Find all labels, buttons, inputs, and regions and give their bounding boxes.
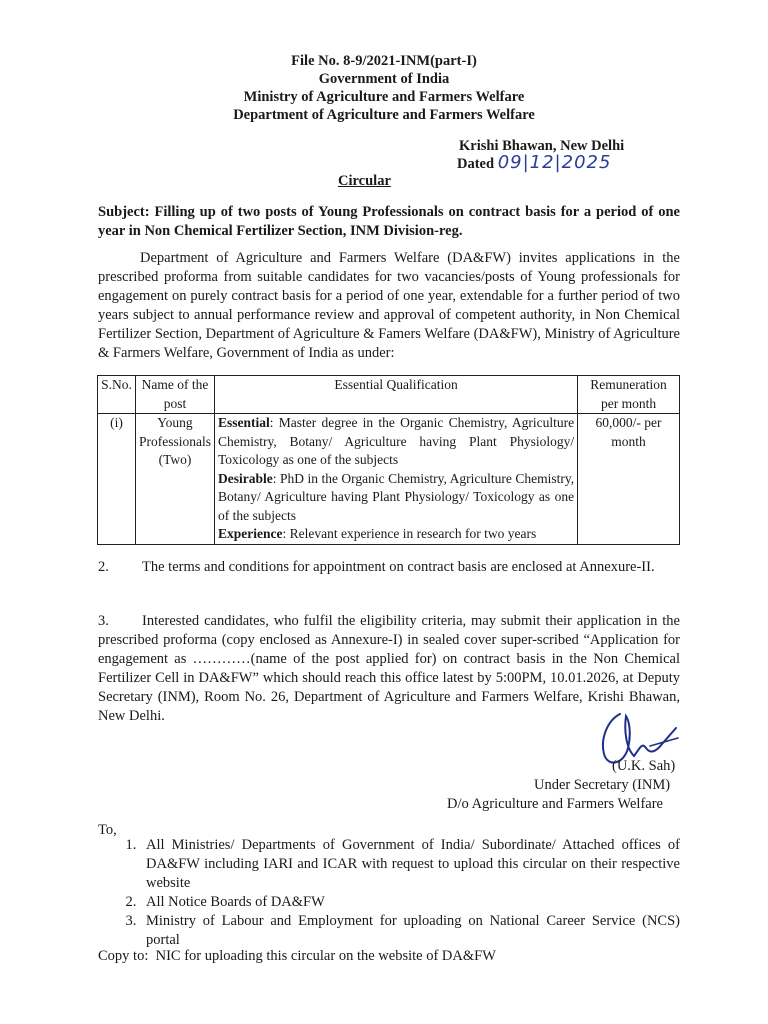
desirable-label: Desirable [217, 470, 273, 486]
experience-block [218, 525, 574, 544]
cell-qualification [214, 414, 577, 545]
essential-label: Essential [217, 415, 270, 430]
dated-handwritten: 09|12|2025 [497, 152, 612, 173]
govt-heading: Government of India [318, 71, 450, 87]
dated-line [457, 153, 611, 174]
subject: Subject: Filling up of two posts of Young Professionals on contract basis for a period of one year in Non Chemical Fertilizer Section, INM Division-reg. [98, 204, 680, 239]
desirable-text: : PhD in the Organic Chemistry, Agriculture Chemistry, Botany/ Agriculture having Plant Physiology/ Toxicology as one of the subjects [217, 470, 575, 523]
para3-number: 3. [98, 613, 109, 629]
list-item: 3. Ministry of Labour and Employment for uploading on National Career Service (NCS) portal [140, 912, 680, 950]
header-remuneration: Remuneration per month [578, 376, 680, 414]
department-heading: Department of Agriculture and Farmers Welfare [233, 107, 535, 123]
para2-text: The terms and conditions for appointment on contract basis are enclosed at Annexure-II. [142, 559, 655, 575]
place: Krishi Bhawan, New Delhi [459, 138, 625, 154]
list-item: 1. All Ministries/ Departments of Government of India/ Subordinate/ Attached offices of DA&FW including IARI and ICAR with request to upload this circular on their respective website [140, 836, 680, 893]
recipients-list [118, 836, 680, 950]
intro-paragraph: Department of Agriculture and Farmers Welfare (DA&FW) invites applications in the prescribed proforma from suitable candidates for two vacancies/posts of Young professionals for engagement on purely contract basis for a period of one year, extendable for a further period of two years subject to annual performance review and approval of competent authority, in Non Chemical Fertilizer Section, Department of Agriculture & Famers Welfare (DA&FW), Ministry of Agriculture & Farmers Welfare, Government of India as under: [98, 250, 680, 361]
experience-label: Experience [217, 526, 283, 541]
paragraph-2 [98, 558, 680, 577]
qualification-table [97, 375, 680, 545]
cell-remuneration: 60,000/- per month [578, 414, 680, 545]
header-post-name: Name of the post [135, 376, 214, 414]
desirable-block [218, 470, 574, 526]
signatory-designation: Under Secretary (INM) [534, 777, 671, 793]
to-label: To, [98, 822, 117, 838]
essential-block [218, 414, 574, 470]
header-qualification: Essential Qualification [214, 376, 577, 414]
copy-to: Copy to: NIC for uploading this circular on the website of DA&FW [98, 948, 496, 964]
cell-post-name: Young Professionals (Two) [135, 414, 214, 545]
header-sno: S.No. [98, 376, 136, 414]
para2-number: 2. [98, 559, 109, 575]
cell-sno: (i) [98, 414, 136, 545]
experience-text: : Relevant experience in research for two years [282, 526, 537, 541]
dated-label: Dated [457, 156, 495, 172]
table-row [98, 414, 680, 545]
table-header-row [98, 376, 680, 414]
essential-text: : Master degree in the Organic Chemistry, Agriculture Chemistry, Botany/ Agriculture having Plant Physiology/ Toxicology as one of the subjects [217, 415, 575, 467]
signatory-name: (U.K. Sah) [612, 758, 676, 774]
signatory-office: D/o Agriculture and Farmers Welfare [447, 796, 663, 812]
ministry-heading: Ministry of Agriculture and Farmers Welfare [243, 89, 525, 105]
para3-text: Interested candidates, who fulfil the eligibility criteria, may submit their application in the prescribed proforma (copy enclosed as Annexure-I) in sealed cover super-scribed “Application for engagement as …………(name of the post applied for) on contract basis in the Non Chemical Fertilizer Cell in DA&FW” which should reach this office latest by 5:00PM, 10.01.2026, at Deputy Secretary (INM), Room No. 26, Department of Agriculture and Farmers Welfare, Krishi Bhawan, New Delhi. [98, 613, 680, 724]
list-item: 2. All Notice Boards of DA&FW [140, 893, 680, 912]
file-number: File No. 8-9/2021-INM(part-I) [291, 53, 477, 69]
circular-title: Circular [338, 173, 391, 189]
